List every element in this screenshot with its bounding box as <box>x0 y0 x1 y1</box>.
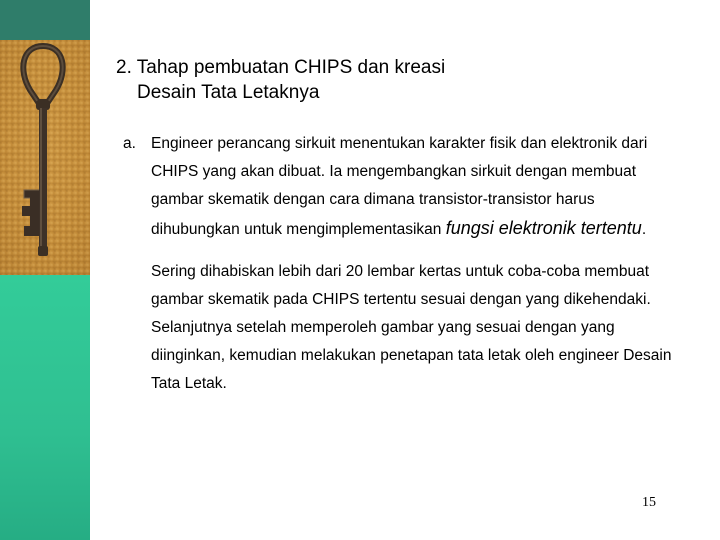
list-item-label: a. <box>123 135 136 152</box>
paragraph-1-emphasis: fungsi elektronik tertentu <box>445 218 642 238</box>
paragraph-1 <box>151 130 683 244</box>
old-iron-key-icon <box>0 40 90 275</box>
paragraph-2-text: Sering dihabiskan lebih dari 20 lembar kertas untuk coba-coba membuat gambar skematik pada CHIPS tertentu sesuai dengan yang dikehendaki. Selanjutnya setelah memperoleh gambar yang sesuai dengan yang diinginkan, kemudian melakukan penetapan tata letak oleh engineer Desain Tata Letak. <box>151 263 672 392</box>
page-number: 15 <box>642 495 656 510</box>
sidebar-dark-band <box>0 0 90 40</box>
list-item <box>123 130 683 398</box>
key-photo <box>0 40 90 275</box>
paragraph-1-text: Engineer perancang sirkuit menentukan karakter fisik dan elektronik dari CHIPS yang akan dibuat. Ia mengembangkan sirkuit dengan membuat gambar skematik dengan cara dimana transistor-transistor harus dihubungkan untuk mengimplementasikan <box>151 135 648 238</box>
paragraph-1-end: . <box>641 221 647 238</box>
slide-body <box>123 130 683 398</box>
slide-title <box>116 55 676 105</box>
sidebar-teal-band <box>0 275 90 540</box>
slide-title-line1: 2. Tahap pembuatan CHIPS dan kreasi <box>116 57 446 78</box>
paragraph-2 <box>151 258 683 398</box>
slide-title-line2: Desain Tata Letaknya <box>137 82 320 103</box>
